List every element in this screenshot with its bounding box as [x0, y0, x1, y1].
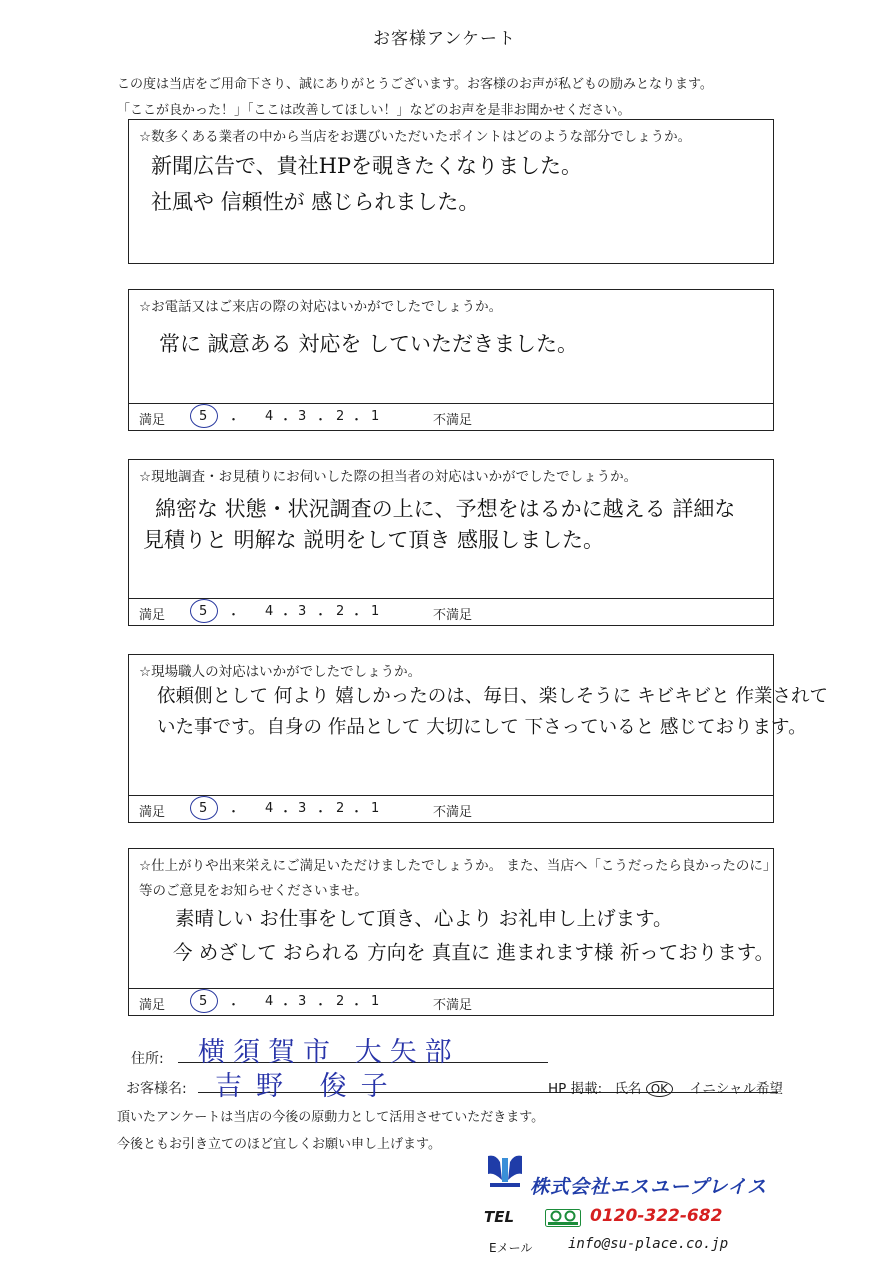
footer-line-1: 頂いたアンケートは当店の今後の原動力として活用させていただきます。	[117, 1110, 545, 1125]
intro-line-2: 「ここが良かった！」「ここは改善してほしい！」などのお声を是非お聞かせください。	[117, 103, 631, 118]
rating-4: 4	[265, 801, 274, 816]
hp-option-ok: OK	[646, 1081, 673, 1097]
company-name: 株式会社エスユープレイス	[530, 1176, 768, 1198]
free-dial-icon	[545, 1209, 581, 1227]
rating-label: 満足	[139, 998, 166, 1013]
hp-consent	[548, 1077, 783, 1097]
customer-name-label: お客様名:	[126, 1081, 187, 1097]
hp-option-name: 氏名	[614, 1081, 642, 1097]
rating-2: 2	[336, 994, 345, 1009]
handwritten-answer: 素晴しい お仕事をして頂き、心より お礼申し上げます。	[175, 907, 673, 930]
question-text: ☆現場職人の対応はいかがでしたでしょうか。	[139, 664, 422, 680]
rating-row: 満足 5 ・ 4 ・ 3 ・ 2 ・ 1 不満足	[129, 598, 773, 625]
question-box-5	[128, 848, 777, 1016]
address-label: 住所:	[131, 1051, 164, 1067]
question-box-1	[128, 119, 774, 264]
handwritten-answer: いた事です。自身の 作品として 大切にして 下さっていると 感じております。	[157, 717, 807, 738]
rating-label: 満足	[139, 805, 166, 820]
rating-5: 5	[199, 409, 208, 424]
hp-option-initial: イニシャル希望	[689, 1081, 784, 1097]
question-text: ☆現地調査・お見積りにお伺いした際の担当者の対応はいかがでしたでしょうか。	[139, 469, 638, 485]
rating-end: 不満足	[433, 608, 473, 623]
rating-label: 満足	[139, 413, 166, 428]
rating-end: 不満足	[433, 805, 473, 820]
address-value: 横須賀市 大矢部	[198, 1037, 460, 1068]
company-logo-icon	[484, 1152, 526, 1190]
rating-3: 3	[298, 604, 307, 619]
rating-4: 4	[265, 994, 274, 1009]
rating-5: 5	[199, 994, 208, 1009]
rating-label: 満足	[139, 608, 166, 623]
question-box-3	[128, 459, 774, 626]
customer-name-value: 吉野 俊子	[215, 1071, 402, 1102]
rating-1: 1	[371, 994, 380, 1009]
footer-line-2: 今後ともお引き立てのほど宜しくお願い申し上げます。	[117, 1137, 441, 1152]
rating-2: 2	[336, 604, 345, 619]
handwritten-answer: 新聞広告で、貴社HPを覗きたくなりました。	[151, 154, 583, 178]
rating-3: 3	[298, 409, 307, 424]
handwritten-answer: 今 めざして おられる 方向を 真直に 進まれます様 祈っております。	[173, 941, 775, 964]
rating-3: 3	[298, 801, 307, 816]
email-address: info@su-place.co.jp	[568, 1236, 729, 1252]
intro-line-1: この度は当店をご用命下さり、誠にありがとうございます。お客様のお声が私どもの励みとなります。	[117, 77, 713, 92]
rating-4: 4	[265, 604, 274, 619]
rating-end: 不満足	[433, 413, 473, 428]
rating-row: 満足 5 ・ 4 ・ 3 ・ 2 ・ 1 不満足	[129, 988, 773, 1015]
rating-end: 不満足	[433, 998, 473, 1013]
rating-1: 1	[371, 604, 380, 619]
question-text: ☆お電話又はご来店の際の対応はいかがでしたでしょうか。	[139, 299, 503, 315]
rating-row: 満足 5 ・ 4 ・ 3 ・ 2 ・ 1 不満足	[129, 795, 773, 822]
page-title: お客様アンケート	[373, 29, 516, 49]
handwritten-answer: 綿密な 状態・状況調査の上に、予想をはるかに越える 詳細な	[155, 497, 736, 521]
question-box-4	[128, 654, 829, 823]
question-text: ☆数多くある業者の中から当店をお選びいただいたポイントはどのような部分でしょうか。	[139, 129, 692, 145]
rating-3: 3	[298, 994, 307, 1009]
tel-label: TEL	[484, 1208, 515, 1226]
handwritten-answer: 社風や 信頼性が 感じられました。	[151, 190, 480, 214]
rating-5: 5	[199, 604, 208, 619]
rating-row: 満足 5 ・ 4 ・ 3 ・ 2 ・ 1 不満足	[129, 403, 773, 430]
handwritten-answer: 見積りと 明解な 説明をして頂き 感服しました。	[143, 528, 605, 552]
handwritten-answer: 依頼側として 何より 嬉しかったのは、毎日、楽しそうに キビキビと 作業されて	[157, 686, 829, 707]
hp-label: HP 掲載:	[548, 1081, 603, 1097]
rating-4: 4	[265, 409, 274, 424]
question-box-2	[128, 289, 774, 431]
rating-2: 2	[336, 801, 345, 816]
rating-2: 2	[336, 409, 345, 424]
question-text-line-2: 等のご意見をお知らせくださいませ。	[139, 883, 368, 899]
question-text: ☆仕上がりや出来栄えにご満足いただけましたでしょうか。 また、当店へ「こうだったら良かったのに」	[139, 858, 777, 874]
rating-5: 5	[199, 801, 208, 816]
rating-1: 1	[371, 801, 380, 816]
rating-1: 1	[371, 409, 380, 424]
handwritten-answer: 常に 誠意ある 対応を していただきました。	[159, 332, 579, 356]
email-label: Eメール	[489, 1241, 533, 1255]
tel-number: 0120-322-682	[590, 1206, 723, 1226]
